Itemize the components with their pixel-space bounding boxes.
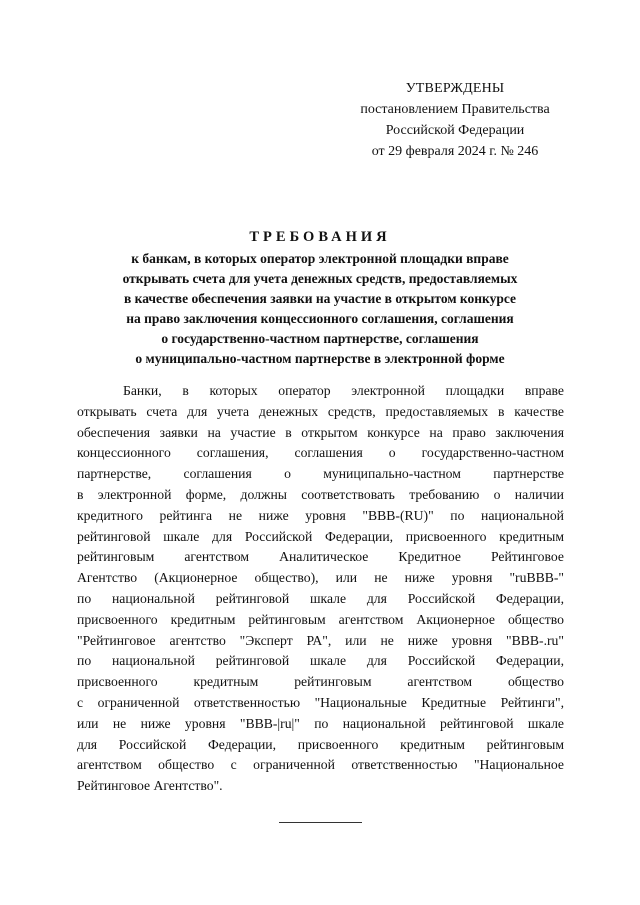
subtitle-line: о государственно-частном партнерстве, соглашения (161, 331, 479, 346)
approval-block (330, 78, 580, 162)
body-line: в электронной форме, должны соответствовать требованию о наличии (77, 486, 564, 502)
subtitle-line: на право заключения концессионного соглашения, соглашения (126, 311, 514, 326)
body-line: с ограниченной ответственностью "Национальные Кредитные Рейтинги", (77, 694, 564, 710)
approval-line: от 29 февраля 2024 г. № 246 (371, 144, 539, 159)
body-line: Рейтинговое Агентство". (77, 778, 223, 794)
end-separator-line (279, 822, 362, 823)
body-line: присвоенного кредитным рейтинговым агентством Акционерное общество (77, 611, 564, 627)
body-line: Банки, в которых оператор электронной площадки вправе (123, 383, 564, 398)
approval-line: постановлением Правительства (360, 102, 550, 117)
body-line: "Рейтинговое агентство "Эксперт РА", или не ниже уровня "BBB-.ru" (77, 632, 564, 648)
body-line: партнерстве, соглашения о муниципально-частном партнерстве (77, 466, 564, 482)
approval-line: Российской Федерации (385, 123, 525, 138)
body-line: агентством общество с ограниченной ответственностью "Национальное (77, 757, 564, 773)
subtitle-line: о муниципально-частном партнерстве в электронной форме (135, 351, 505, 366)
body-line: для Российской Федерации, присвоенного кредитным рейтинговым (77, 736, 564, 752)
body-line: кредитного рейтинга не ниже уровня "BBB-(RU)" по национальной (77, 507, 564, 523)
document-title: ТРЕБОВАНИЯ (249, 229, 391, 245)
document-subtitle (60, 249, 580, 369)
subtitle-line: открывать счета для учета денежных средств, предоставляемых (122, 271, 518, 286)
body-line: по национальной рейтинговой шкале для Российской Федерации, (77, 653, 564, 669)
body-line: по национальной рейтинговой шкале для Российской Федерации, (77, 590, 564, 606)
body-line: рейтинговой шкале для Российской Федерации, присвоенного кредитным (77, 528, 564, 544)
body-line: обеспечения заявки на участие в открытом конкурсе на право заключения (77, 424, 564, 440)
body-line: концессионного соглашения, соглашения о государственно-частном (77, 445, 564, 461)
body-line: открывать счета для учета денежных средств, предоставляемых в качестве (77, 403, 564, 419)
subtitle-line: в качестве обеспечения заявки на участие в открытом конкурсе (123, 291, 517, 306)
body-line: Агентство (Акционерное общество), или не ниже уровня "ruBBB-" (77, 570, 564, 586)
body-paragraph (77, 381, 564, 797)
subtitle-line: к банкам, в которых оператор электронной площадки вправе (131, 251, 509, 266)
body-line: присвоенного кредитным рейтинговым агентством общество (77, 674, 564, 690)
body-line: рейтинговым агентством Аналитическое Кредитное Рейтинговое (77, 549, 564, 565)
body-line: или не ниже уровня "BBB-|ru|" по национальной рейтинговой шкале (77, 715, 564, 731)
approval-heading: УТВЕРЖДЕНЫ (405, 81, 505, 96)
